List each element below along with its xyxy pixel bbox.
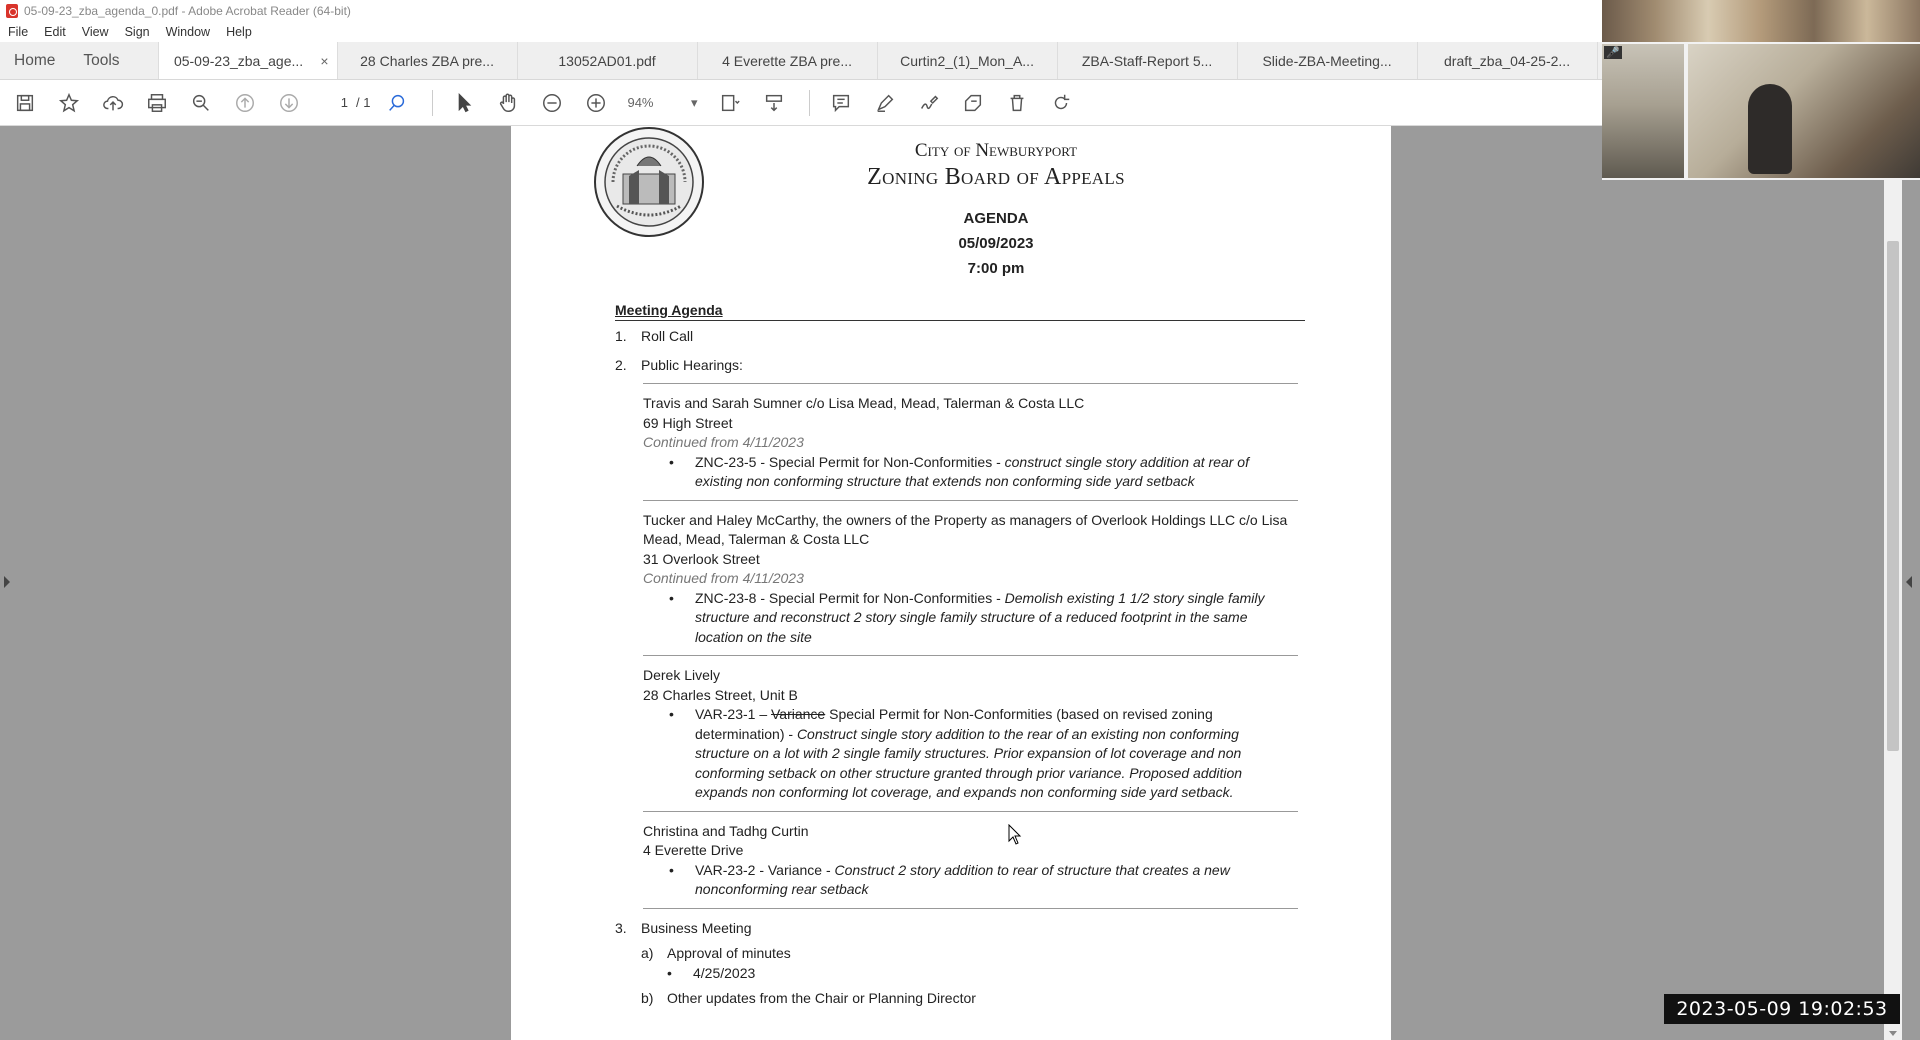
video-gallery-strip — [1602, 0, 1920, 42]
menu-file[interactable]: File — [8, 25, 29, 39]
scroll-mode-icon[interactable] — [761, 90, 787, 116]
scrollbar-thumb[interactable] — [1887, 241, 1899, 751]
zoom-level-value: 94% — [627, 94, 654, 110]
toolbar-divider — [809, 90, 810, 116]
doc-tab-active[interactable] — [158, 42, 338, 79]
right-panel-toggle-icon[interactable] — [1906, 576, 1912, 588]
hearing-continued: Continued from 4/11/2023 — [643, 434, 804, 450]
hearing-applicant: Derek Lively — [643, 667, 721, 683]
section-title: Meeting Agenda — [615, 301, 1305, 321]
stamp-icon[interactable] — [960, 90, 986, 116]
menu-window[interactable]: Window — [165, 25, 211, 39]
menu-view[interactable]: View — [81, 25, 109, 39]
video-feed — [1602, 44, 1684, 178]
hearing-case: • VAR-23-1 – Variance Special Permit for Non-Conformities (based on revised zoning determination) - Construct single story addition to the rear of an existing non conforming structure on a lot with 2 single family structures. Prior expansion of lot coverage and non conforming setback on other structure granted through prior variance. Proposed addition expands non conforming lot coverage, and expands non conforming side yard setback. — [669, 706, 1243, 800]
tab-tools[interactable]: Tools — [83, 51, 120, 69]
print-icon[interactable] — [144, 90, 170, 116]
agenda-item: 3. Business Meeting — [615, 919, 752, 936]
sign-icon[interactable] — [916, 90, 942, 116]
chevron-down-icon: ▾ — [690, 94, 698, 110]
agenda-item: 1. Roll Call — [615, 328, 694, 344]
next-page-icon[interactable] — [276, 90, 302, 116]
page-total: / 1 — [356, 95, 371, 110]
find-text-icon[interactable] — [384, 90, 410, 116]
participant-figure — [1748, 84, 1792, 174]
city-name: City of Newburyport — [914, 140, 1078, 161]
pdf-app-icon — [6, 4, 18, 18]
save-icon[interactable] — [12, 90, 38, 116]
zoom-out-icon[interactable] — [539, 90, 565, 116]
hearing-address: 28 Charles Street, Unit B — [643, 686, 798, 703]
hearing-applicant: Tucker and Haley McCarthy, the owners of the Property as managers of Overlook Holdings LLC c/o Lisa Mead, Mead, Talerman & Costa LLC — [643, 511, 1288, 547]
upload-cloud-icon[interactable] — [100, 90, 126, 116]
hearing-case: • ZNC-23-8 - Special Permit for Non-Conformities - Demolish existing 1 1/2 story single family structure and reconstruct 2 story single family structure of a reduced footprint in the same location on the site — [669, 589, 1265, 645]
menu-edit[interactable]: Edit — [44, 25, 66, 39]
rotate-icon[interactable] — [1048, 90, 1074, 116]
comment-icon[interactable] — [828, 90, 854, 116]
microphone-icon: 🎤 — [1606, 47, 1620, 59]
delete-trash-icon[interactable] — [1004, 90, 1030, 116]
meeting-date: 05/09/2023 — [958, 235, 1034, 252]
hearing-block — [643, 383, 1298, 500]
recording-timestamp: 2023-05-09 19:02:53 — [1664, 994, 1900, 1024]
hearing-block — [643, 500, 1298, 656]
highlight-pen-icon[interactable] — [872, 90, 898, 116]
menu-sign[interactable]: Sign — [124, 25, 150, 39]
doc-tab[interactable]: 28 Charles ZBA pre... — [338, 42, 518, 79]
hand-tool-icon[interactable] — [495, 90, 521, 116]
video-conference-overlay — [1602, 0, 1920, 180]
doc-tab[interactable]: ZBA-Staff-Report 5... — [1058, 42, 1238, 79]
page-display-icon[interactable] — [717, 90, 743, 116]
meeting-time: 7:00 pm — [967, 260, 1025, 277]
zoom-in-icon[interactable] — [583, 90, 609, 116]
toolbar-divider — [432, 90, 433, 116]
hearing-case: • VAR-23-2 - Variance - Construct 2 story addition to rear of structure that creates a new nonconforming rear setback — [669, 861, 1230, 897]
page-indicator — [320, 95, 370, 110]
previous-page-icon[interactable] — [232, 90, 258, 116]
hearing-block — [643, 811, 1298, 909]
pdf-page — [511, 126, 1391, 1040]
agenda-heading: AGENDA — [963, 210, 1029, 227]
star-icon[interactable] — [56, 90, 82, 116]
close-tab-icon[interactable]: × — [320, 52, 329, 69]
hearing-applicant: Christina and Tadhg Curtin — [643, 822, 809, 839]
minutes-date: • 4/25/2023 — [667, 964, 756, 981]
doc-tab[interactable]: draft_zba_04-25-2... — [1418, 42, 1598, 79]
agenda-item: 2. Public Hearings: — [615, 356, 743, 373]
page-number-input[interactable]: 1 — [340, 95, 348, 110]
hearing-continued: Continued from 4/11/2023 — [643, 570, 804, 586]
zoom-search-icon[interactable] — [188, 90, 214, 116]
doc-tab[interactable]: Slide-ZBA-Meeting... — [1238, 42, 1418, 79]
hearing-address: 4 Everette Drive — [643, 842, 744, 858]
left-panel-toggle-icon[interactable] — [4, 576, 10, 588]
tab-home[interactable]: Home — [14, 51, 56, 69]
window-title: 05-09-23_zba_agenda_0.pdf - Adobe Acrobat Reader (64-bit) — [24, 4, 351, 18]
agenda-body — [615, 301, 1305, 1009]
hearing-case: • ZNC-23-5 - Special Permit for Non-Conformities - construct single story addition at rear of existing non conforming structure that extends non conforming side yard setback — [669, 453, 1249, 489]
video-feed-main — [1688, 44, 1920, 178]
doc-tab[interactable]: 13052AD01.pdf — [518, 42, 698, 79]
doc-tab-label: 05-09-23_zba_age... — [173, 52, 304, 69]
business-item: b) Other updates from the Chair or Planning Director — [641, 990, 976, 1006]
hearing-address: 31 Overlook Street — [643, 550, 760, 567]
menu-help[interactable]: Help — [226, 25, 252, 39]
zoom-level-dropdown[interactable] — [627, 95, 697, 111]
hearing-block — [643, 655, 1298, 811]
board-name: Zoning Board of Appeals — [867, 164, 1125, 190]
doc-tab[interactable]: 4 Everette ZBA pre... — [698, 42, 878, 79]
hearing-address: 69 High Street — [643, 414, 733, 431]
hearing-applicant: Travis and Sarah Sumner c/o Lisa Mead, Mead, Talerman & Costa LLC — [643, 395, 1085, 411]
business-item: a) Approval of minutes — [641, 945, 791, 961]
select-cursor-icon[interactable] — [451, 90, 477, 116]
scroll-down-icon[interactable] — [1889, 1031, 1897, 1036]
vertical-scrollbar[interactable] — [1884, 126, 1902, 1040]
doc-tab[interactable]: Curtin2_(1)_Mon_A... — [878, 42, 1058, 79]
